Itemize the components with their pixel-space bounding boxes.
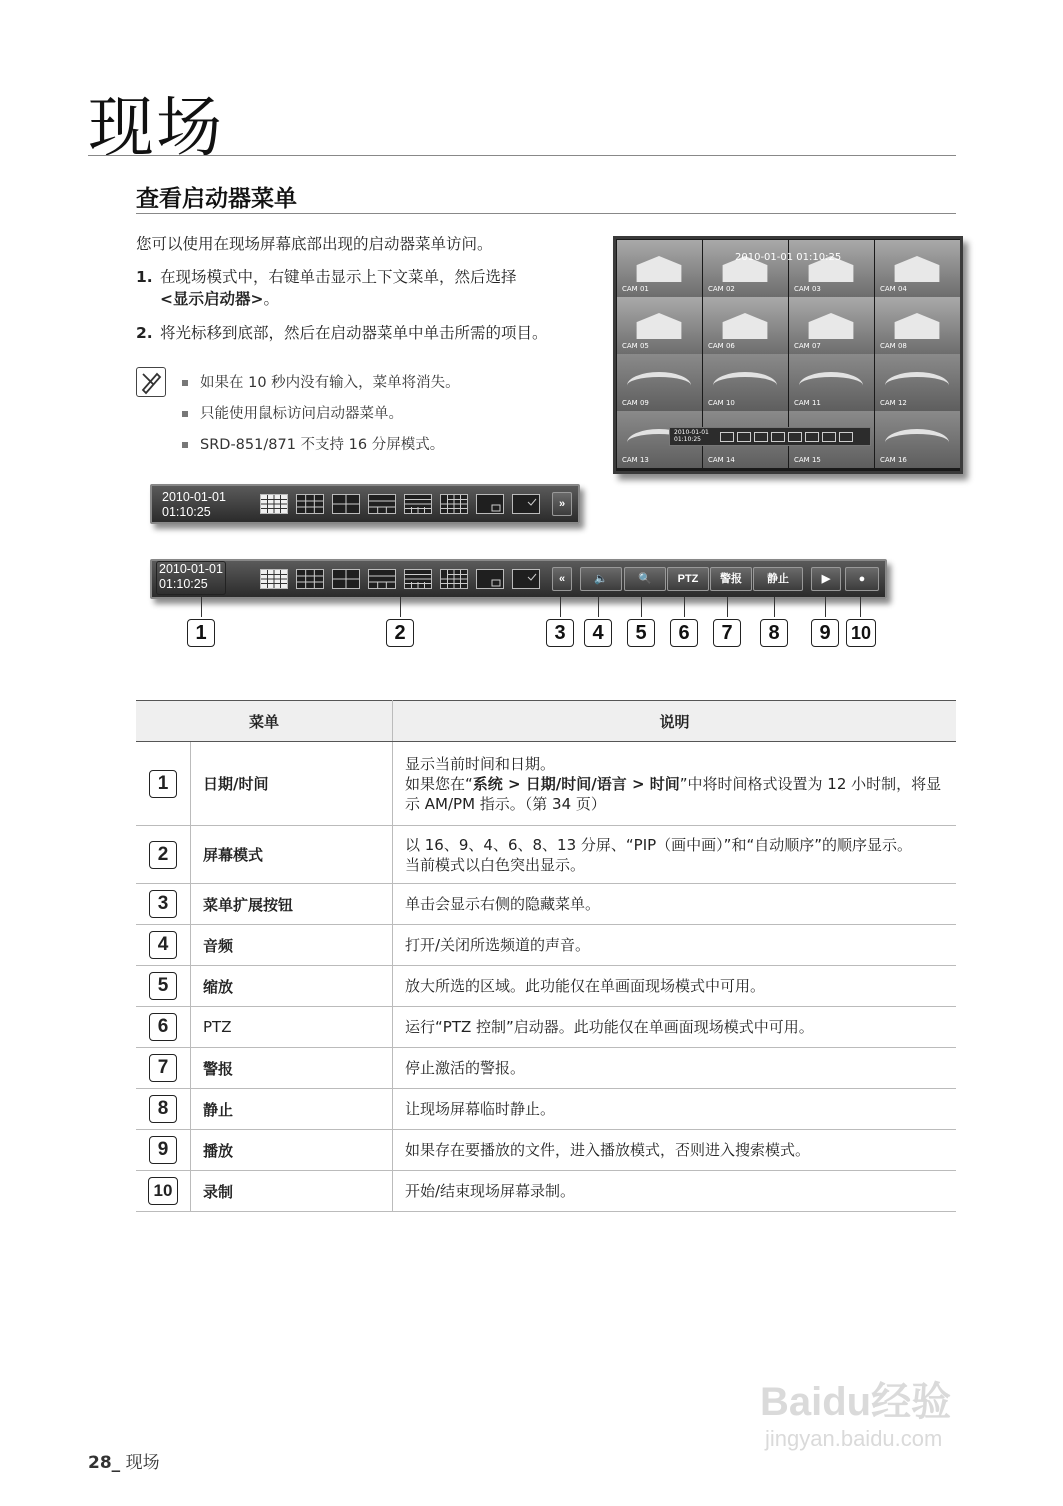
row-number: 3 xyxy=(149,890,177,918)
row-number: 6 xyxy=(149,1013,177,1041)
leader-line xyxy=(400,597,401,617)
zoom-icon: 🔍 xyxy=(638,573,652,585)
page-footer xyxy=(88,1448,160,1473)
row-description: 显示当前时间和日期。 如果您在“系统 > 日期/时间/语言 > 时间”中将时间格式设置为 12 小时制，将显示 AM/PM 指示。（第 34 页） xyxy=(393,742,957,826)
camera-label: CAM 13 xyxy=(622,456,649,464)
mini-mode-icon xyxy=(754,432,768,442)
step-bold: <显示启动器> xyxy=(160,290,264,308)
callout-9: 9 xyxy=(811,619,839,647)
table-row xyxy=(136,1089,956,1130)
callout-5: 5 xyxy=(627,619,655,647)
row-name: 菜单扩展按钮 xyxy=(191,884,393,925)
callout-8: 8 xyxy=(760,619,788,647)
row-name: 缩放 xyxy=(191,966,393,1007)
row-description: 单击会显示右侧的隐藏菜单。 xyxy=(393,884,957,925)
row-number: 8 xyxy=(149,1095,177,1123)
screen-mode-icon[interactable] xyxy=(368,494,396,514)
leader-line xyxy=(684,597,685,617)
screen-mode-icon[interactable] xyxy=(440,494,468,514)
launcher-datetime[interactable]: 2010-01-01 01:10:25 xyxy=(156,561,226,595)
menu-collapse-button[interactable]: « xyxy=(552,567,572,591)
note-text: SRD-851/871 不支持 16 分屏模式。 xyxy=(200,437,445,453)
row-name: 警报 xyxy=(191,1048,393,1089)
row-description: 让现场屏幕临时静止。 xyxy=(393,1089,957,1130)
table-row xyxy=(136,966,956,1007)
freeze-button[interactable]: 静止 xyxy=(753,567,803,591)
camera-feed-image xyxy=(889,256,945,282)
menu-expand-button[interactable]: » xyxy=(552,492,572,516)
table-row xyxy=(136,1171,956,1212)
row-number: 9 xyxy=(149,1136,177,1164)
mini-mode-icon xyxy=(822,432,836,442)
camera-label: CAM 16 xyxy=(880,456,907,464)
camera-tile[interactable] xyxy=(703,240,788,297)
table-row xyxy=(136,1048,956,1089)
step-1 xyxy=(136,266,606,310)
chapter-title: 现场 xyxy=(88,89,224,166)
camera-feed-image xyxy=(885,372,949,399)
screen-mode-icon[interactable] xyxy=(260,494,288,514)
leader-line xyxy=(825,597,826,617)
step-text: 在现场模式中，右键单击显示上下文菜单，然后选择 xyxy=(160,268,517,286)
row-number: 7 xyxy=(149,1054,177,1082)
camera-feed-image xyxy=(631,256,687,282)
table-row xyxy=(136,826,956,884)
row-name: PTZ xyxy=(191,1007,393,1048)
mini-mode-icon xyxy=(737,432,751,442)
camera-tile[interactable] xyxy=(617,297,702,354)
callout-2: 2 xyxy=(386,619,414,647)
camera-label: CAM 12 xyxy=(880,399,907,407)
camera-label: CAM 15 xyxy=(794,456,821,464)
chapter-divider xyxy=(88,155,956,156)
screen-mode-icon[interactable] xyxy=(296,494,324,514)
table-row xyxy=(136,742,956,826)
camera-tile[interactable] xyxy=(875,297,960,354)
table-row xyxy=(136,925,956,966)
note-icon xyxy=(136,367,166,397)
alarm-button[interactable]: 警报 xyxy=(710,567,752,591)
camera-label: CAM 09 xyxy=(622,399,649,407)
header-description: 说明 xyxy=(393,701,957,742)
note-item xyxy=(182,402,403,423)
bullet-icon xyxy=(182,380,188,386)
section-divider xyxy=(136,213,956,214)
footer-label: 现场 xyxy=(125,1453,160,1473)
callout-6: 6 xyxy=(670,619,698,647)
row-description: 运行“PTZ 控制”启动器。此功能仅在单画面现场模式中可用。 xyxy=(393,1007,957,1048)
note-text: 如果在 10 秒内没有输入，菜单将消失。 xyxy=(200,375,460,391)
row-number: 2 xyxy=(149,841,177,869)
header-menu: 菜单 xyxy=(136,701,393,742)
mini-launcher xyxy=(669,427,871,446)
camera-feed-image xyxy=(803,313,859,339)
launcher-expanded xyxy=(150,559,887,599)
camera-tile[interactable] xyxy=(703,297,788,354)
row-number: 10 xyxy=(148,1177,178,1205)
camera-label: CAM 06 xyxy=(708,342,735,350)
camera-label: CAM 10 xyxy=(708,399,735,407)
row-description: 如果存在要播放的文件，进入播放模式，否则进入搜索模式。 xyxy=(393,1130,957,1171)
camera-label: CAM 08 xyxy=(880,342,907,350)
callout-7: 7 xyxy=(713,619,741,647)
zoom-button[interactable] xyxy=(624,567,666,591)
screen-mode-icon[interactable] xyxy=(332,569,360,589)
camera-tile[interactable] xyxy=(875,240,960,297)
screen-mode-icon[interactable] xyxy=(368,569,396,589)
leader-line xyxy=(774,597,775,617)
table-row xyxy=(136,884,956,925)
audio-button[interactable] xyxy=(580,567,622,591)
table-row xyxy=(136,1130,956,1171)
camera-label: CAM 11 xyxy=(794,399,821,407)
mini-datetime: 2010-01-01 01:10:25 xyxy=(674,429,709,443)
launcher-datetime: 2010-01-01 01:10:25 xyxy=(162,490,226,519)
note-item xyxy=(182,433,444,454)
section-title: 查看启动器菜单 xyxy=(136,186,297,212)
camera-feed-image xyxy=(889,313,945,339)
row-name: 静止 xyxy=(191,1089,393,1130)
mini-mode-icon xyxy=(720,432,734,442)
camera-tile[interactable] xyxy=(617,354,702,411)
camera-label: CAM 05 xyxy=(622,342,649,350)
leader-line xyxy=(201,597,202,617)
camera-tile[interactable] xyxy=(703,354,788,411)
watermark xyxy=(750,1360,1000,1470)
camera-tile[interactable] xyxy=(875,411,960,468)
play-button[interactable] xyxy=(811,567,841,591)
leader-line xyxy=(598,597,599,617)
mini-mode-icon xyxy=(839,432,853,442)
launcher-collapsed xyxy=(150,484,580,524)
row-name: 屏幕模式 xyxy=(191,826,393,884)
callout-10: 10 xyxy=(846,619,876,647)
step-2 xyxy=(136,322,606,344)
screen-mode-icon[interactable] xyxy=(296,569,324,589)
camera-label: CAM 03 xyxy=(794,285,821,293)
screen-mode-icon[interactable] xyxy=(440,569,468,589)
camera-feed-image xyxy=(713,372,777,399)
row-name: 音频 xyxy=(191,925,393,966)
watermark-url: jingyan.baidu.com xyxy=(765,1426,943,1451)
play-icon: ▶ xyxy=(821,573,831,585)
row-number: 5 xyxy=(149,972,177,1000)
step-tail: 。 xyxy=(263,290,279,308)
row-description: 停止激活的警报。 xyxy=(393,1048,957,1089)
table-row xyxy=(136,1007,956,1048)
intro-text: 您可以使用在现场屏幕底部出现的启动器菜单访问。 xyxy=(136,235,493,253)
camera-tile[interactable] xyxy=(789,354,874,411)
speaker-icon: 🔈 xyxy=(594,573,608,585)
leader-line xyxy=(560,597,561,617)
callout-3: 3 xyxy=(546,619,574,647)
row-description: 开始/结束现场屏幕录制。 xyxy=(393,1171,957,1212)
callout-4: 4 xyxy=(584,619,612,647)
camera-tile[interactable] xyxy=(789,240,874,297)
page-number: 28_ xyxy=(88,1453,121,1473)
row-name: 日期/时间 xyxy=(191,742,393,826)
leader-line xyxy=(641,597,642,617)
screen-mode-icon[interactable] xyxy=(512,494,540,514)
note-item xyxy=(182,371,460,392)
step-number: 2. xyxy=(136,324,153,342)
record-button[interactable] xyxy=(845,567,879,591)
row-name: 播放 xyxy=(191,1130,393,1171)
mini-mode-icon xyxy=(788,432,802,442)
bullet-icon xyxy=(182,411,188,417)
row-name: 录制 xyxy=(191,1171,393,1212)
screen-mode-icon[interactable] xyxy=(476,494,504,514)
camera-feed-image xyxy=(627,372,691,399)
bullet-icon xyxy=(182,442,188,448)
camera-tile[interactable] xyxy=(617,240,702,297)
screen-timestamp: 2010-01-01 01:10:25 xyxy=(735,252,842,263)
camera-feed-image xyxy=(631,313,687,339)
row-description: 打开/关闭所选频道的声音。 xyxy=(393,925,957,966)
leader-line xyxy=(727,597,728,617)
leader-line xyxy=(860,597,861,617)
camera-feed-image xyxy=(717,313,773,339)
launcher-menu-table xyxy=(136,700,956,1212)
screen-mode-icon[interactable] xyxy=(332,494,360,514)
camera-tile[interactable] xyxy=(875,354,960,411)
camera-label: CAM 02 xyxy=(708,285,735,293)
camera-label: CAM 07 xyxy=(794,342,821,350)
watermark-logo: Baidu经验 xyxy=(760,1380,952,1424)
mini-mode-icon xyxy=(805,432,819,442)
step-text: 将光标移到底部，然后在启动器菜单中单击所需的项目。 xyxy=(160,324,548,342)
screen-mode-icon[interactable] xyxy=(404,569,432,589)
screen-mode-icon[interactable] xyxy=(404,494,432,514)
screen-mode-icon[interactable] xyxy=(476,569,504,589)
row-description: 以 16、9、4、6、8、13 分屏、“PIP（画中画）”和“自动顺序”的顺序显示。 当前模式以白色突出显示。 xyxy=(393,826,957,884)
camera-label: CAM 04 xyxy=(880,285,907,293)
mini-mode-icon xyxy=(771,432,785,442)
camera-feed-image xyxy=(885,429,949,456)
row-description: 放大所选的区域。此功能仅在单画面现场模式中可用。 xyxy=(393,966,957,1007)
screen-mode-icon[interactable] xyxy=(260,569,288,589)
row-number: 4 xyxy=(149,931,177,959)
camera-feed-image xyxy=(799,372,863,399)
row-number: 1 xyxy=(149,770,177,798)
note-text: 只能使用鼠标访问启动器菜单。 xyxy=(200,406,403,422)
camera-label: CAM 14 xyxy=(708,456,735,464)
step-number: 1. xyxy=(136,268,153,286)
record-icon: ● xyxy=(858,573,866,585)
screen-mode-icon[interactable] xyxy=(512,569,540,589)
ptz-button[interactable]: PTZ xyxy=(667,567,709,591)
camera-label: CAM 01 xyxy=(622,285,649,293)
callout-1: 1 xyxy=(187,619,215,647)
camera-tile[interactable] xyxy=(789,297,874,354)
